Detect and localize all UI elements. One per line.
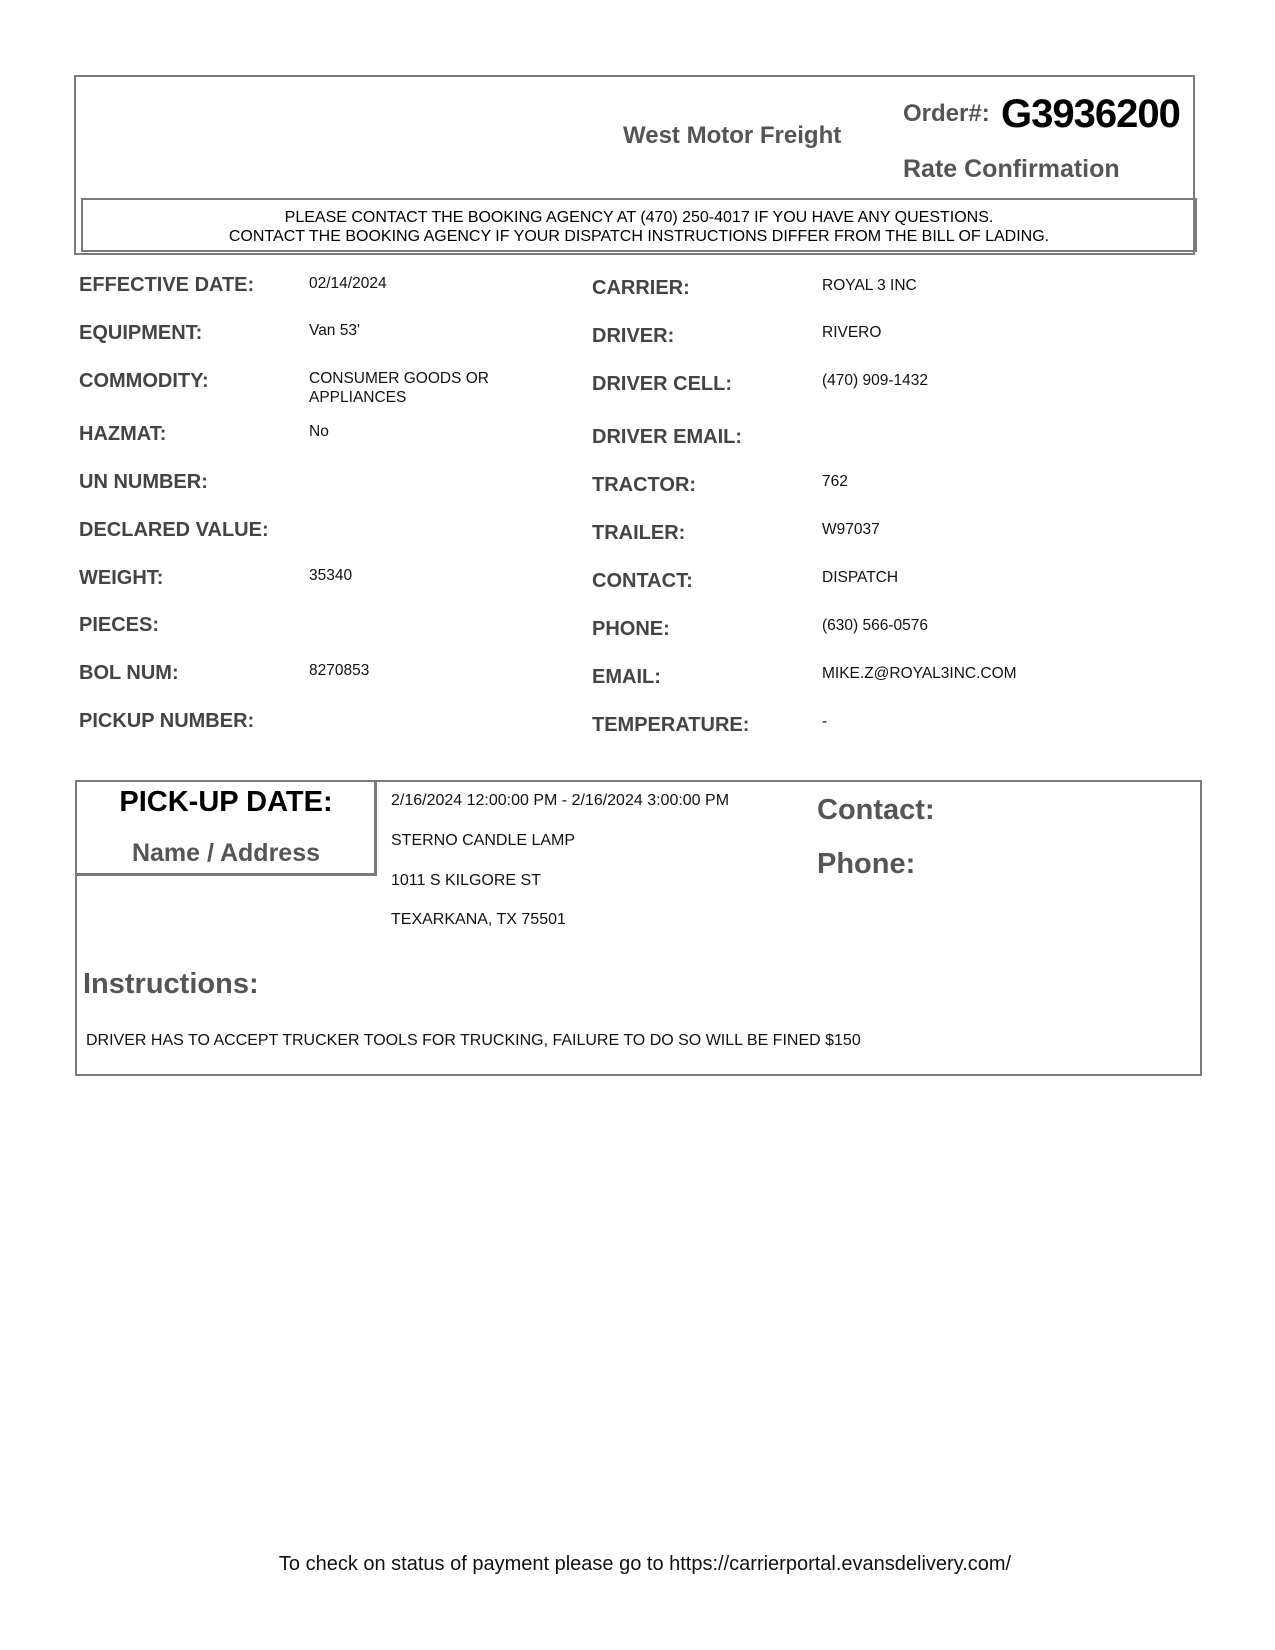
bol-num-label: BOL NUM: — [79, 662, 179, 684]
pickup-number-label: PICKUP NUMBER: — [79, 710, 255, 732]
booking-notice — [81, 198, 1197, 252]
pickup-date-title: PICK-UP DATE: — [119, 786, 333, 818]
email-label: EMAIL: — [592, 666, 661, 688]
pickup-date-range: 2/16/2024 12:00:00 PM - 2/16/2024 3:00:00 PM — [391, 792, 730, 809]
pickup-name: STERNO CANDLE LAMP — [391, 832, 576, 849]
equipment-label: EQUIPMENT: — [79, 322, 203, 344]
weight-label: WEIGHT: — [79, 567, 164, 589]
email-value: MIKE.Z@ROYAL3INC.COM — [822, 665, 1017, 682]
bol-num-value: 8270853 — [309, 662, 370, 679]
trailer-label: TRAILER: — [592, 522, 686, 544]
notice-line-1: PLEASE CONTACT THE BOOKING AGENCY AT (470) 250-4017 IF YOU HAVE ANY QUESTIONS. — [284, 209, 994, 226]
instructions-label: Instructions: — [83, 968, 259, 1000]
effective-date-value: 02/14/2024 — [309, 275, 387, 292]
tractor-value: 762 — [822, 473, 848, 490]
order-number: G3936200 — [1001, 92, 1180, 136]
payment-status-footer: To check on status of payment please go to https://carrierportal.evansdelivery.com/ — [278, 1553, 1012, 1575]
driver-value: RIVERO — [822, 324, 882, 341]
contact-value: DISPATCH — [822, 569, 899, 586]
equipment-value: Van 53' — [309, 322, 360, 339]
hazmat-value: No — [309, 423, 329, 440]
notice-line-2: CONTACT THE BOOKING AGENCY IF YOUR DISPATCH INSTRUCTIONS DIFFER FROM THE BILL OF LADING. — [228, 228, 1050, 245]
contact-label: CONTACT: — [592, 570, 693, 592]
phone-label: PHONE: — [592, 618, 670, 640]
driver-label: DRIVER: — [592, 325, 675, 347]
pickup-contact-label: Contact: — [817, 794, 935, 826]
driver-cell-label: DRIVER CELL: — [592, 373, 732, 395]
document-title: Rate Confirmation — [903, 155, 1120, 183]
pieces-label: PIECES: — [79, 614, 160, 636]
driver-cell-value: (470) 909-1432 — [822, 372, 928, 389]
phone-value: (630) 566-0576 — [822, 617, 928, 634]
pickup-city: TEXARKANA, TX 75501 — [391, 911, 566, 928]
order-label: Order#: — [903, 100, 990, 127]
tractor-label: TRACTOR: — [592, 474, 697, 496]
weight-value: 35340 — [309, 567, 353, 584]
effective-date-label: EFFECTIVE DATE: — [79, 274, 255, 296]
un-number-label: UN NUMBER: — [79, 471, 208, 493]
hazmat-label: HAZMAT: — [79, 423, 167, 445]
pickup-street: 1011 S KILGORE ST — [391, 872, 541, 889]
pickup-name-address-title: Name / Address — [131, 839, 321, 867]
temperature-label: TEMPERATURE: — [592, 714, 750, 736]
commodity-value: CONSUMER GOODS OR APPLIANCES — [309, 370, 489, 406]
carrier-label: CARRIER: — [592, 277, 690, 299]
temperature-value: - — [822, 713, 828, 730]
commodity-label: COMMODITY: — [79, 370, 209, 392]
instructions-text: DRIVER HAS TO ACCEPT TRUCKER TOOLS FOR TRUCKING, FAILURE TO DO SO WILL BE FINED $150 — [86, 1032, 861, 1049]
company-name: West Motor Freight — [623, 122, 842, 149]
trailer-value: W97037 — [822, 521, 880, 538]
driver-email-label: DRIVER EMAIL: — [592, 426, 742, 448]
carrier-value: ROYAL 3 INC — [822, 277, 917, 294]
pickup-phone-label: Phone: — [817, 848, 916, 880]
declared-value-label: DECLARED VALUE: — [79, 519, 269, 541]
